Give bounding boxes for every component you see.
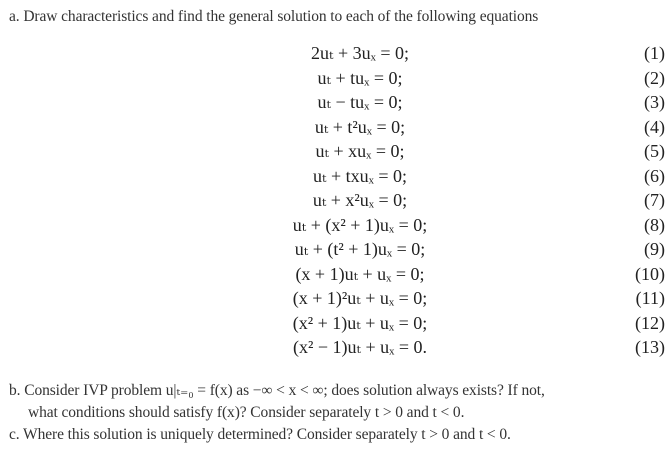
equation-number: (5) (644, 141, 665, 161)
equation-row (0, 41, 672, 66)
equation-number: (3) (644, 92, 665, 112)
equation-row (0, 213, 672, 238)
equation-row (0, 188, 672, 213)
part-c-question: c. Where this solution is uniquely determined? Consider separately t > 0 and t < 0. (9, 426, 511, 443)
part-a-instruction: a. Draw characteristics and find the general solution to each of the following equations (9, 8, 539, 25)
part-b-question-line2: what conditions should satisfy f(x)? Consider separately t > 0 and t < 0. (28, 404, 465, 421)
equation: (x + 1)²uₜ + uₓ = 0; (292, 288, 428, 308)
equation-number: (8) (644, 214, 665, 235)
equation-row (0, 237, 672, 262)
equation: (x² + 1)uₜ + uₓ = 0; (292, 312, 428, 333)
equation-row (0, 115, 672, 140)
equation: uₜ + txuₓ = 0; (313, 165, 407, 186)
equation: uₜ + (t² + 1)uₓ = 0; (294, 239, 426, 259)
equation-row (0, 66, 672, 91)
part-b-question-line1: b. Consider IVP problem u|ₜ₌₀ = f(x) as −∞ < x < ∞; does solution always exists? If not, (9, 382, 545, 399)
equation: (x + 1)uₜ + uₓ = 0; (295, 263, 425, 284)
equation-number: (10) (635, 263, 665, 284)
equation-number: (11) (635, 288, 665, 308)
equation-number: (4) (644, 116, 665, 137)
equation-number: (2) (644, 67, 665, 88)
equation-number: (13) (635, 337, 665, 357)
equation: uₜ + xuₓ = 0; (315, 141, 405, 161)
equation-row (0, 311, 672, 336)
equation-number: (1) (644, 43, 665, 63)
equation: uₜ + (x² + 1)uₓ = 0; (292, 214, 428, 235)
equation: (x² − 1)uₜ + uₓ = 0. (293, 337, 427, 357)
equation-row (0, 262, 672, 287)
equation-row (0, 90, 672, 115)
equation-number: (7) (644, 190, 665, 210)
equation-row (0, 139, 672, 164)
equation: uₜ + tuₓ = 0; (317, 67, 403, 88)
equation: uₜ + x²uₓ = 0; (312, 190, 408, 210)
equation-row (0, 164, 672, 189)
equation-number: (9) (644, 239, 665, 259)
equation-row (0, 335, 672, 360)
equation: uₜ − tuₓ = 0; (317, 92, 403, 112)
equation: uₜ + t²uₓ = 0; (314, 116, 406, 137)
equation-list (0, 41, 672, 360)
equation-number: (6) (644, 165, 665, 186)
equation-row (0, 286, 672, 311)
equation-number: (12) (635, 312, 665, 333)
equation: 2uₜ + 3uₓ = 0; (311, 43, 409, 63)
